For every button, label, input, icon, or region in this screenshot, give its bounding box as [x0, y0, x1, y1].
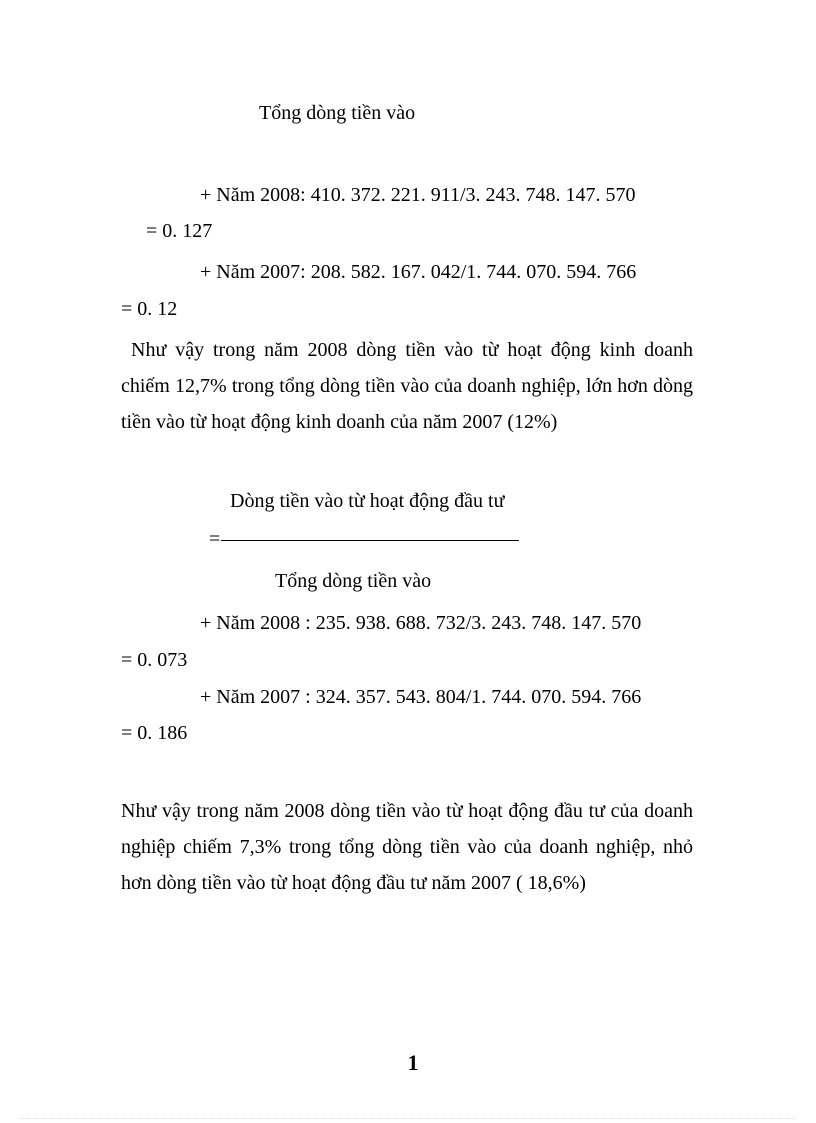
formula-denominator-1: Tổng dòng tiền vào: [259, 102, 416, 124]
conclusion-paragraph-2: Như vậy trong năm 2008 dòng tiền vào từ hoạt động đầu tư của doanh nghiệp chiếm 7,3% trong tổng dòng tiền vào của doanh nghiệp, nhỏ hơn dòng tiền vào từ hoạt động đầu tư năm 2007 ( 18,6%): [121, 800, 693, 894]
year-2007-calculation-2: + Năm 2007 : 324. 357. 543. 804/1. 744. 070. 594. 766: [200, 686, 642, 708]
formula-denominator-2: Tổng dòng tiền vào: [275, 570, 432, 592]
conclusion-paragraph-1: Như vậy trong năm 2008 dòng tiền vào từ hoạt động kinh doanh chiếm 12,7% trong tổng dòng tiền vào của doanh nghiệp, lớn hơn dòng tiền vào từ hoạt động kinh doanh của năm 2007 (12%): [121, 339, 693, 433]
formula-numerator-2: Dòng tiền vào từ hoạt động đầu tư: [230, 490, 505, 512]
year-2008-result-1: = 0. 127: [146, 220, 213, 242]
year-2007-calculation-1: + Năm 2007: 208. 582. 167. 042/1. 744. 070. 594. 766: [200, 261, 637, 283]
fraction-bar: [221, 540, 519, 541]
page-bottom-border: [20, 1118, 796, 1119]
year-2007-result-2: = 0. 186: [121, 722, 188, 744]
page-number: 1: [407, 1050, 419, 1075]
year-2008-calculation-1: + Năm 2008: 410. 372. 221. 911/3. 243. 748. 147. 570: [200, 184, 636, 206]
year-2008-calculation-2: + Năm 2008 : 235. 938. 688. 732/3. 243. 748. 147. 570: [200, 612, 642, 634]
formula-equals-sign: =: [209, 528, 221, 550]
year-2008-result-2: = 0. 073: [121, 649, 188, 671]
year-2007-result-1: = 0. 12: [121, 298, 178, 320]
